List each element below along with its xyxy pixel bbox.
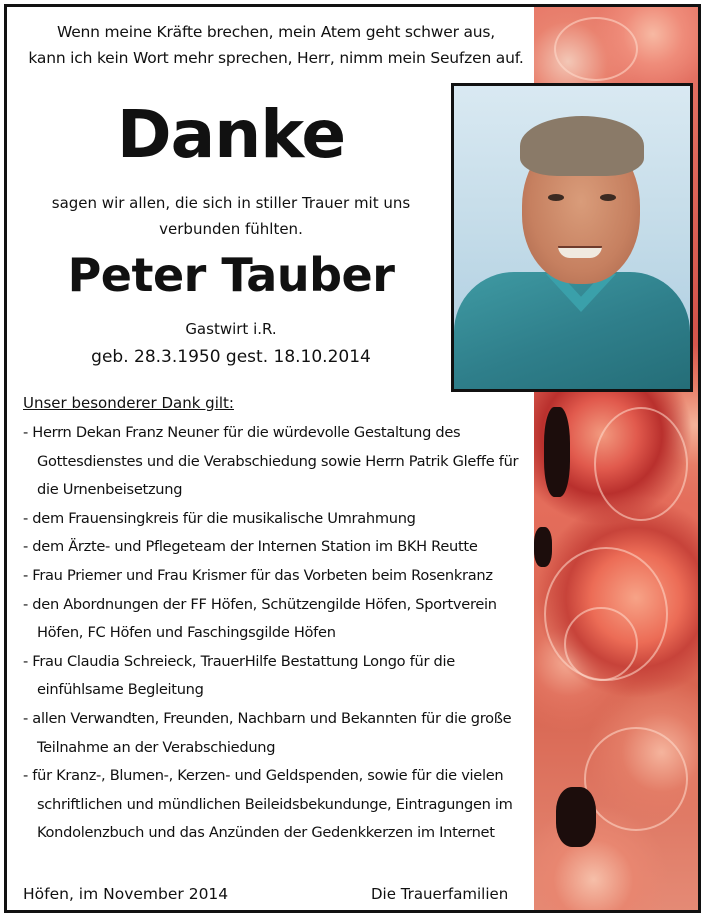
place-date: Höfen, im November 2014: [23, 885, 229, 903]
list-item: - dem Frauensingkreis für die musikalische Umrahmung: [23, 509, 416, 527]
signature: Die Trauerfamilien: [371, 885, 509, 903]
thanks-line-2: verbunden fühlten.: [159, 220, 303, 238]
danke-heading: Danke: [116, 96, 346, 173]
list-item: - für Kranz-, Blumen-, Kerzen- und Geldspenden, sowie für die vielen schriftlichen und mündlichen Beileidsbekundunge, Eintragungen im Kondolenzbuch und das Anzünden der Gedenkkerzen im Internet: [23, 767, 513, 842]
obituary-card: [4, 4, 701, 913]
verse: [21, 19, 531, 71]
list-item: - dem Ärzte- und Pflegeteam der Internen Station im BKH Reutte: [23, 538, 478, 556]
verse-line-1: Wenn meine Kräfte brechen, mein Atem geht schwer aus,: [56, 23, 495, 41]
list-item: - Frau Priemer und Frau Krismer für das Vorbeten beim Rosenkranz: [23, 566, 493, 584]
thanks-text: [21, 190, 441, 242]
deceased-name: Peter Tauber: [67, 248, 395, 302]
deceased-occupation: Gastwirt i.R.: [185, 320, 277, 338]
list-item: - allen Verwandten, Freunden, Nachbarn und Bekannten für die große Teilnahme an der Verabschiedung: [23, 709, 512, 756]
thanks-list: [23, 419, 533, 848]
portrait-photo: [451, 83, 693, 392]
verse-line-2: kann ich kein Wort mehr sprechen, Herr, nimm mein Seufzen auf.: [28, 49, 524, 67]
deceased-dates: geb. 28.3.1950 gest. 18.10.2014: [91, 347, 371, 367]
thanks-line-1: sagen wir allen, die sich in stiller Trauer mit uns: [51, 194, 411, 212]
list-item: - Frau Claudia Schreieck, TrauerHilfe Bestattung Longo für die einfühlsame Begleitung: [23, 652, 455, 699]
portrait-image: [454, 86, 690, 389]
list-item: - Herrn Dekan Franz Neuner für die würdevolle Gestaltung des Gottesdienstes und die Verabschiedung sowie Herrn Patrik Gleffe für die Urnenbeisetzung: [23, 424, 519, 499]
list-item: - den Abordnungen der FF Höfen, Schützengilde Höfen, Sportverein Höfen, FC Höfen und Faschingsgilde Höfen: [23, 595, 497, 642]
special-thanks-heading: Unser besonderer Dank gilt:: [23, 394, 234, 412]
